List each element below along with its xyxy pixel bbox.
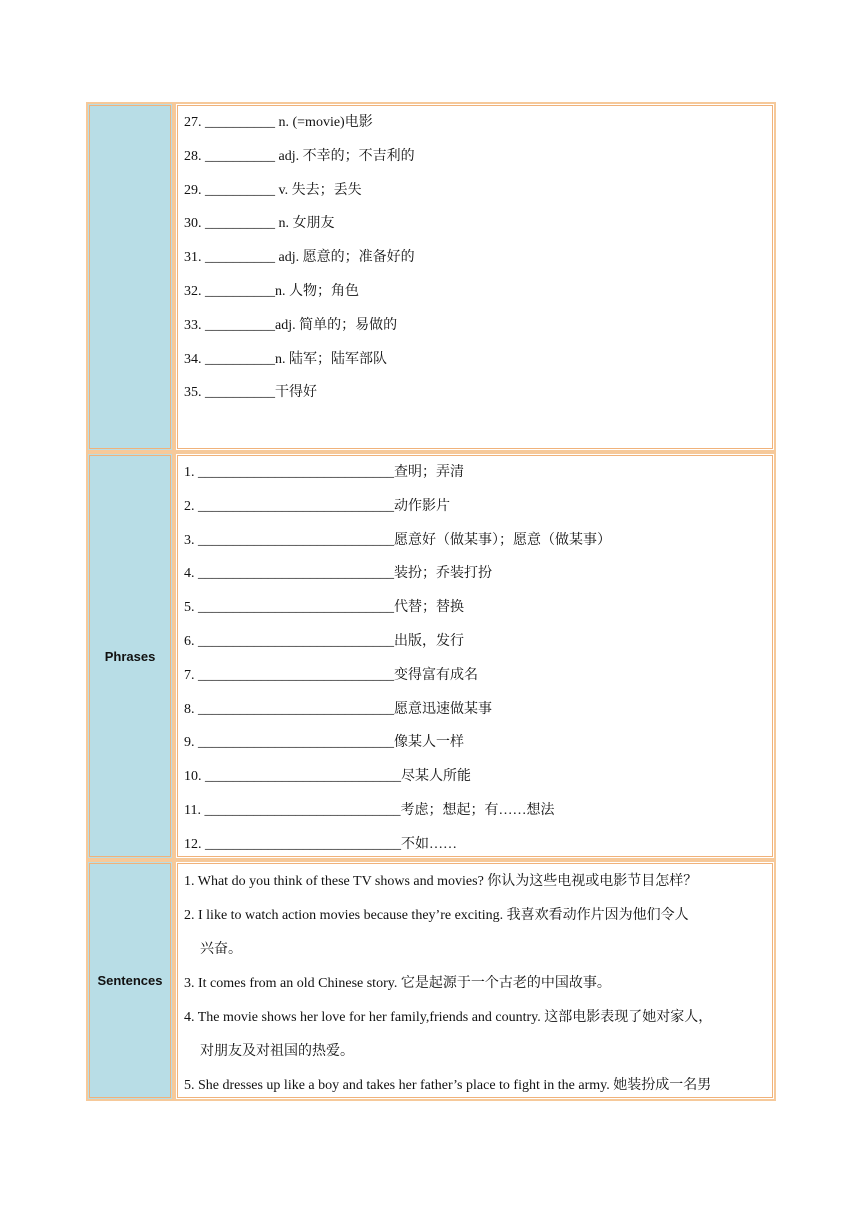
sentence-item: 2. I like to watch action movies because they’re exciting. 我喜欢看动作片因为他们令人 (184, 908, 689, 923)
word-item: 30. __________ n. 女朋友 (184, 216, 335, 232)
phrase-item: 5. ____________________________代替；替换 (184, 600, 464, 616)
sentence-item: 5. She dresses up like a boy and takes her father’s place to fight in the army. 她装扮成一名男 (184, 1078, 712, 1093)
words-label-cell (86, 102, 174, 452)
sentences-content-cell (174, 860, 776, 1101)
word-item: 29. __________ v. 失去；丢失 (184, 182, 362, 198)
phrase-item: 12. ____________________________不如…… (184, 836, 457, 852)
vocabulary-table (86, 102, 776, 1101)
sentence-item: 1. What do you think of these TV shows and movies? 你认为这些电视或电影节目怎样？ (184, 874, 698, 889)
word-item: 33. __________adj. 简单的；易做的 (184, 317, 398, 333)
phrase-item: 8. ____________________________愿意迅速做某事 (184, 701, 492, 717)
word-item: 31. __________ adj. 愿意的；准备好的 (184, 250, 415, 266)
sentence-item: 4. The movie shows her love for her family,friends and country. 这部电影表现了她对家人， (184, 1010, 713, 1025)
phrase-item: 7. ____________________________变得富有成名 (184, 667, 478, 683)
phrases-label-cell: Phrases (86, 452, 174, 860)
phrase-item: 10. ____________________________尽某人所能 (184, 769, 471, 785)
phrases-content-cell (174, 452, 776, 860)
phrase-item: 6. ____________________________出版，发行 (184, 633, 464, 649)
phrase-item: 4. ____________________________装扮；乔装打扮 (184, 566, 492, 582)
sentence-continuation: 对朋友及对祖国的热爱。 (200, 1044, 354, 1059)
phrase-item: 2. ____________________________动作影片 (184, 498, 450, 514)
phrase-item: 11. ____________________________考虑；想起；有……想法 (184, 802, 555, 818)
words-row (86, 102, 776, 452)
word-item: 28. __________ adj. 不幸的；不吉利的 (184, 148, 415, 164)
phrase-item: 1. ____________________________查明；弄清 (184, 465, 464, 480)
words-content-cell (174, 102, 776, 452)
word-item: 32. __________n. 人物；角色 (184, 283, 359, 299)
word-item: 27. __________ n. (=movie)电影 (184, 115, 373, 130)
phrase-item: 3. ____________________________愿意好（做某事）；愿意（做某事） (184, 532, 611, 548)
sentences-label-cell: Sentences (86, 860, 174, 1101)
phrase-item: 9. ____________________________像某人一样 (184, 735, 464, 751)
sentence-continuation: 兴奋。 (200, 942, 242, 957)
phrases-row (86, 452, 776, 860)
sentence-item: 3. It comes from an old Chinese story. 它是起源于一个古老的中国故事。 (184, 976, 611, 991)
sentences-row (86, 860, 776, 1101)
word-item: 35. __________干得好 (184, 385, 317, 401)
word-item: 34. __________n. 陆军；陆军部队 (184, 351, 387, 367)
